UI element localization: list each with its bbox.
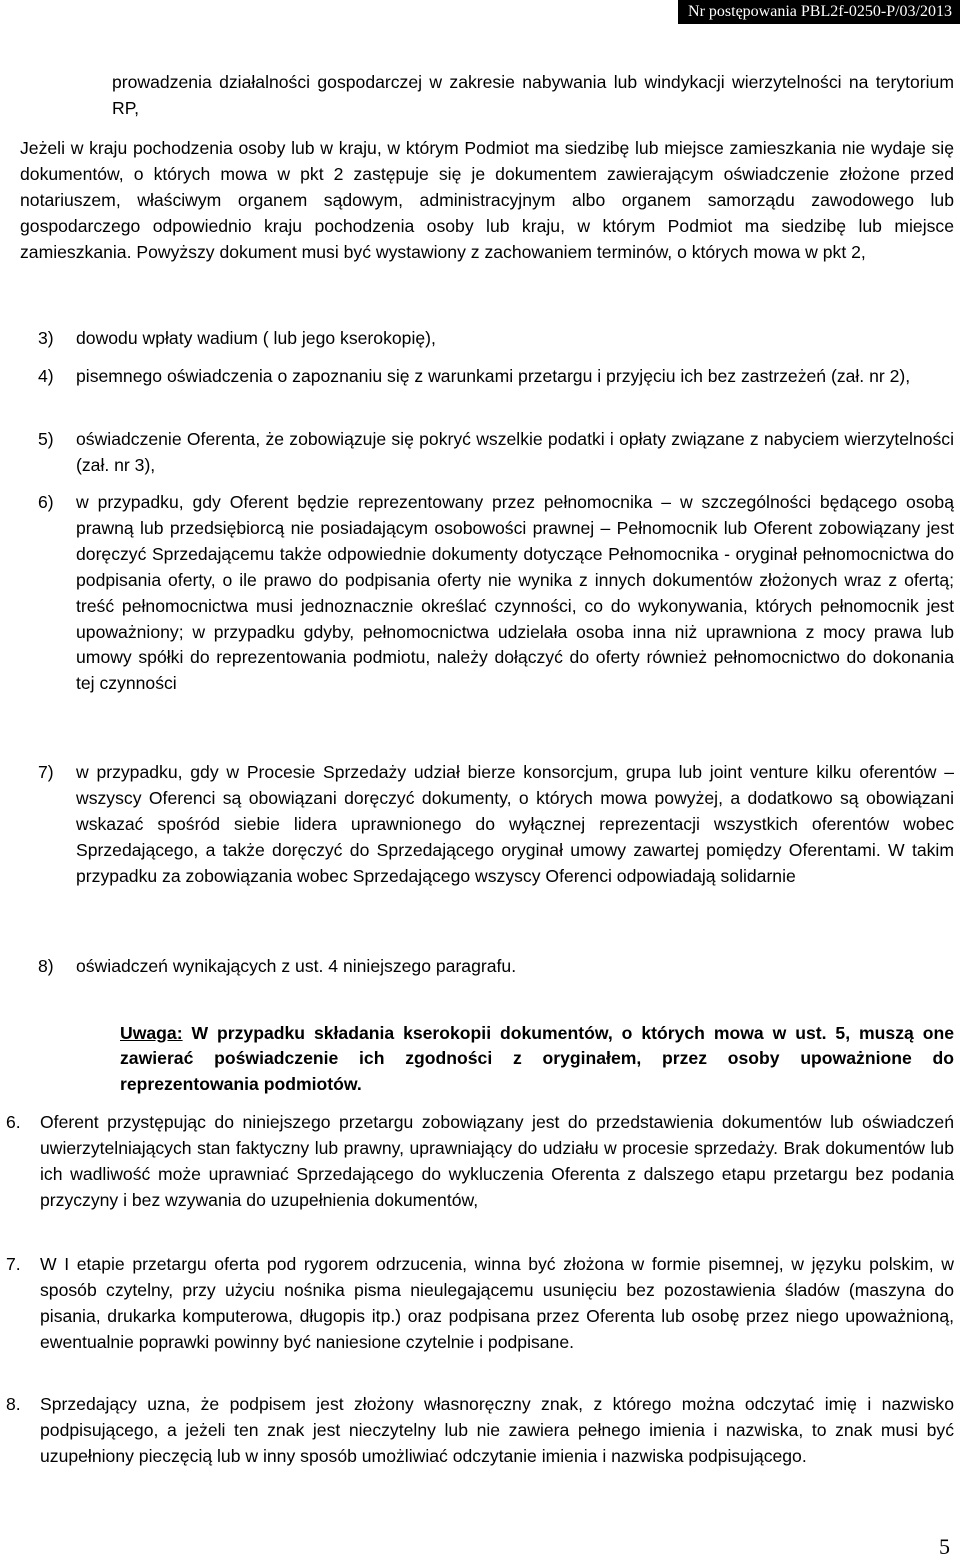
section-6-text: Oferent przystępując do niniejszego przetargu zobowiązany jest do przedstawienia dokumentów lub oświadczeń uwierzytelniających stan faktyczny lub prawny, uprawniający do udziału w procesie sprzedaży. Brak dokumentów lub ich wadliwość może uprawniać Sprzedającego do wykluczenia Oferenta z dalszego etapu przetargu bez podania przyczyny i bez wzywania do uzupełnienia dokumentów, bbox=[40, 1112, 954, 1210]
list-item-7-number: 7) bbox=[38, 762, 54, 782]
section-8-text: Sprzedający uzna, że podpisem jest złożony własnoręczny znak, z którego można odczytać imię i nazwisko podpisującego, a jeżeli ten znak jest nieczytelny lub nie zawiera pełnego imienia i nazwiska, to znak musi być uzupełniony pieczęcią lub w inny sposób umożliwiać odczytanie imienia i nazwiska podpisującego. bbox=[40, 1394, 954, 1466]
list-item-3-text: dowodu wpłaty wadium ( lub jego kserokopię), bbox=[76, 328, 436, 348]
list-item-4-text: pisemnego oświadczenia o zapoznaniu się z warunkami przetargu i przyjęciu ich bez zastrzeżeń (zał. nr 2), bbox=[76, 366, 911, 386]
warning-notice bbox=[120, 1021, 954, 1097]
document-reference-header: Nr postępowania PBL2f-0250-P/03/2013 bbox=[678, 0, 960, 24]
list-item-6-number: 6) bbox=[38, 492, 54, 512]
list-item-7-text: w przypadku, gdy w Procesie Sprzedaży udział bierze konsorcjum, grupa lub joint venture kilku oferentów – wszyscy Oferenci są obowiązani doręczyć dokumenty, o których mowa powyżej, a dodatkowo są obowiązani wskazać spośród siebie lidera uprawnionego do wyłącznej reprezentacji wszystkich oferentów wobec Sprzedającego, a także doręczyć do Sprzedającego oryginał umowy zawartej pomiędzy Oferentami. W takim przypadku za zobowiązania wobec Sprzedającego wszyscy Oferenci odpowiadają solidarnie bbox=[76, 762, 954, 886]
list-item-5-number: 5) bbox=[38, 429, 54, 449]
list-item-5-text: oświadczenie Oferenta, że zobowiązuje się pokryć wszelkie podatki i opłaty związane z nabyciem wierzytelności (zał. nr 3), bbox=[76, 429, 954, 475]
foreign-documents-paragraph: Jeżeli w kraju pochodzenia osoby lub w kraju, w którym Podmiot ma siedzibę lub miejsce zamieszkania nie wydaje się dokumentów, o których mowa w pkt 2 zastępuje się je dokumentem zawierającym oświadczenie złożone przed notariuszem, właściwym organem sądowym, administracyjnym albo organem samorządu zawodowego lub gospodarczego odpowiednio kraju pochodzenia osoby lub kraju, w którym Podmiot ma siedzibę lub miejsce zamieszkania. Powyższy dokument musi być wystawiony z zachowaniem terminów, o których mowa w pkt 2, bbox=[20, 138, 954, 262]
list-item-8-text: oświadczeń wynikających z ust. 4 niniejszego paragrafu. bbox=[76, 956, 517, 976]
page-number: 5 bbox=[939, 1534, 950, 1559]
list-item-3-number: 3) bbox=[38, 328, 54, 348]
warning-label: Uwaga: bbox=[120, 1023, 183, 1043]
section-6-number: 6. bbox=[6, 1112, 21, 1132]
list-item-4-number: 4) bbox=[38, 366, 54, 386]
list-item-6-text: w przypadku, gdy Oferent będzie reprezentowany przez pełnomocnika – w szczególności będącego osobą prawną lub przedsiębiorcą nie posiadającym osobowości prawnej – Pełnomocnik lub Oferent zobowiązany jest doręczyć Sprzedającemu także odpowiednie dokumenty dotyczące Pełnomocnika - oryginał pełnomocnictwa do podpisania oferty, o ile prawo do podpisania oferty nie wynika z innych dokumentów złożonych wraz z ofertą; treść pełnomocnictwa musi jednoznacznie określać czynności, co do wykonywania, których pełnomocnik jest upoważniony; w przypadku gdyby, pełnomocnictwa udzielała osoba inna niż uprawniona z mocy prawa lub umowy spółki do reprezentowania podmiotu, należy dołączyć do oferty również pełnomocnictwo do dokonania tej czynności bbox=[76, 492, 954, 694]
list-item-8-number: 8) bbox=[38, 956, 54, 976]
section-7-number: 7. bbox=[6, 1254, 21, 1274]
section-8-number: 8. bbox=[6, 1394, 21, 1414]
warning-text: W przypadku składania kserokopii dokumentów, o których mowa w ust. 5, muszą one zawierać poświadczenie ich zgodności z oryginałem, przez osoby upoważnione do reprezentowania podmiotów. bbox=[120, 1023, 954, 1094]
continuation-paragraph: prowadzenia działalności gospodarczej w zakresie nabywania lub windykacji wierzytelności na terytorium RP, bbox=[112, 72, 954, 118]
section-7-text: W I etapie przetargu oferta pod rygorem odrzucenia, winna być złożona w formie pisemnej, w języku polskim, w sposób czytelny, przy użyciu nośnika pisma nieulegającemu usunięciu bez pozostawienia śladów (maszyna do pisania, drukarka komputerowa, długopis itp.) oraz podpisana przez Oferenta lub osobę przez niego upoważnioną, ewentualnie poprawki powinny być naniesione czytelnie i podpisane. bbox=[40, 1254, 954, 1352]
